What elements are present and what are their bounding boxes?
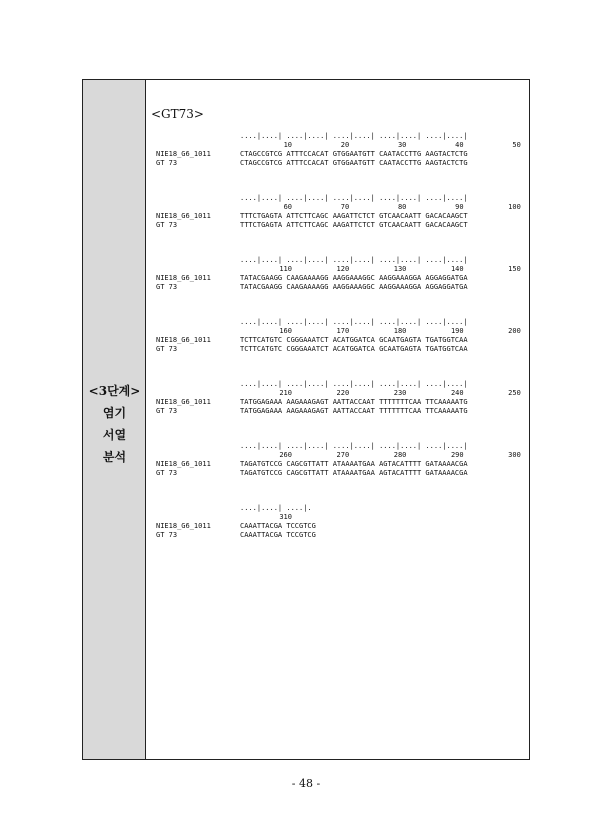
tick-label: 220 <box>336 389 350 397</box>
tick-label: 240 <box>450 389 464 397</box>
tick-label: 260 <box>279 451 292 459</box>
tick-label: 30 <box>397 141 407 149</box>
sequence-row: TCTTCATGTC CGGGAAATCT ACATGGATCA GCAATGAGTA TGATGGTCAA <box>240 336 468 344</box>
position-ruler: ....|....| ....|. <box>240 504 312 512</box>
tick-label: 160 <box>279 327 292 335</box>
sequence-name: NIE18_G6_1011 <box>156 522 211 530</box>
tick-numbers <box>240 451 525 460</box>
sequence-name: GT 73 <box>156 407 178 415</box>
sequence-row: TCTTCATGTC CGGGAAATCT ACATGGATCA GCAATGAGTA TGATGGTCAA <box>240 345 468 353</box>
sequence-name: GT 73 <box>156 283 178 291</box>
stage-label-line: <3단계> <box>88 384 141 398</box>
tick-label: 210 <box>279 389 292 397</box>
sequence-name: NIE18_G6_1011 <box>156 274 211 282</box>
tick-numbers <box>240 327 525 336</box>
tick-label: 40 <box>455 141 464 149</box>
alignment-block <box>156 504 526 540</box>
tick-label: 140 <box>450 265 464 273</box>
tick-label: 20 <box>340 141 350 149</box>
sequence-row: CTAGCCGTCG ATTTCCACAT GTGGAATGTT CAATACCTTG AAGTACTCTG <box>240 150 468 158</box>
tick-label: 120 <box>336 265 350 273</box>
tick-numbers <box>240 203 525 212</box>
tick-label: 290 <box>450 451 464 459</box>
alignment-block <box>156 194 526 230</box>
tick-label: 80 <box>397 203 407 211</box>
sequence-name: NIE18_G6_1011 <box>156 212 211 220</box>
position-ruler: ....|....| ....|....| ....|....| ....|....| ....|....| <box>240 256 468 264</box>
tick-label: 50 <box>512 141 521 149</box>
alignment-content <box>146 80 529 759</box>
tick-label: 110 <box>279 265 292 273</box>
sequence-name: NIE18_G6_1011 <box>156 398 211 406</box>
tick-numbers <box>240 389 525 398</box>
sequence-name: GT 73 <box>156 159 178 167</box>
position-ruler: ....|....| ....|....| ....|....| ....|....| ....|....| <box>240 132 468 140</box>
sequence-row: TTTCTGAGTA ATTCTTCAGC AAGATTCTCT GTCAACAATT GACACAAGCT <box>240 212 468 220</box>
sequence-name: NIE18_G6_1011 <box>156 460 211 468</box>
tick-label: 70 <box>340 203 350 211</box>
sequence-name: NIE18_G6_1011 <box>156 150 211 158</box>
tick-label: 150 <box>508 265 521 273</box>
tick-label: 200 <box>508 327 521 335</box>
sequence-row: TATGGAGAAA AAGAAAGAGT AATTACCAAT TTTTTTTCAA TTCAAAAATG <box>240 398 468 406</box>
position-ruler: ....|....| ....|....| ....|....| ....|....| ....|....| <box>240 194 468 202</box>
stage-label <box>83 380 146 468</box>
sequence-name: GT 73 <box>156 531 178 539</box>
sequence-row: TAGATGTCCG CAGCGTTATT ATAAAATGAA AGTACATTTT GATAAAACGA <box>240 460 468 468</box>
tick-numbers <box>240 265 525 274</box>
tick-label: 10 <box>283 141 292 149</box>
sequence-name: GT 73 <box>156 469 178 477</box>
alignment-block <box>156 380 526 416</box>
tick-label: 310 <box>279 513 292 521</box>
sequence-row: TAGATGTCCG CAGCGTTATT ATAAAATGAA AGTACATTTT GATAAAACGA <box>240 469 468 477</box>
tick-label: 180 <box>393 327 407 335</box>
stage-label-line: 서열 <box>102 428 127 442</box>
tick-numbers <box>240 141 525 150</box>
tick-label: 270 <box>336 451 350 459</box>
position-ruler: ....|....| ....|....| ....|....| ....|....| ....|....| <box>240 442 468 450</box>
tick-label: 100 <box>508 203 521 211</box>
tick-label: 230 <box>393 389 407 397</box>
tick-label: 250 <box>508 389 521 397</box>
sequence-row: TATGGAGAAA AAGAAAGAGT AATTACCAAT TTTTTTTCAA TTCAAAAATG <box>240 407 468 415</box>
tick-label: 130 <box>393 265 407 273</box>
sequence-row: CAAATTACGA TCCGTCG <box>240 522 316 530</box>
position-ruler: ....|....| ....|....| ....|....| ....|....| ....|....| <box>240 380 468 388</box>
alignment-block <box>156 132 526 168</box>
sequence-row: TATACGAAGG CAAGAAAAGG AAGGAAAGGC AAGGAAAGGA AGGAGGATGA <box>240 283 468 291</box>
tick-label: 90 <box>455 203 464 211</box>
section-title: <GT73> <box>151 107 204 121</box>
position-ruler: ....|....| ....|....| ....|....| ....|....| ....|....| <box>240 318 468 326</box>
sequence-row: TTTCTGAGTA ATTCTTCAGC AAGATTCTCT GTCAACAATT GACACAAGCT <box>240 221 468 229</box>
stage-label-line: 분석 <box>102 450 127 464</box>
sequence-name: GT 73 <box>156 345 178 353</box>
stage-label-line: 염기 <box>102 406 127 420</box>
tick-label: 190 <box>450 327 464 335</box>
alignment-block <box>156 256 526 292</box>
sequence-row: CTAGCCGTCG ATTTCCACAT GTGGAATGTT CAATACCTTG AAGTACTCTG <box>240 159 468 167</box>
stage-label-column <box>83 80 146 759</box>
sequence-name: NIE18_G6_1011 <box>156 336 211 344</box>
tick-label: 60 <box>283 203 292 211</box>
tick-label: 170 <box>336 327 350 335</box>
tick-numbers <box>240 513 525 522</box>
alignment-block <box>156 442 526 478</box>
sequence-row: CAAATTACGA TCCGTCG <box>240 531 316 539</box>
page-number: - 48 - <box>291 777 321 790</box>
alignment-block <box>156 318 526 354</box>
tick-label: 280 <box>393 451 407 459</box>
tick-label: 300 <box>508 451 521 459</box>
sequence-row: TATACGAAGG CAAGAAAAGG AAGGAAAGGC AAGGAAAGGA AGGAGGATGA <box>240 274 468 282</box>
sequence-name: GT 73 <box>156 221 178 229</box>
content-frame <box>82 79 530 760</box>
